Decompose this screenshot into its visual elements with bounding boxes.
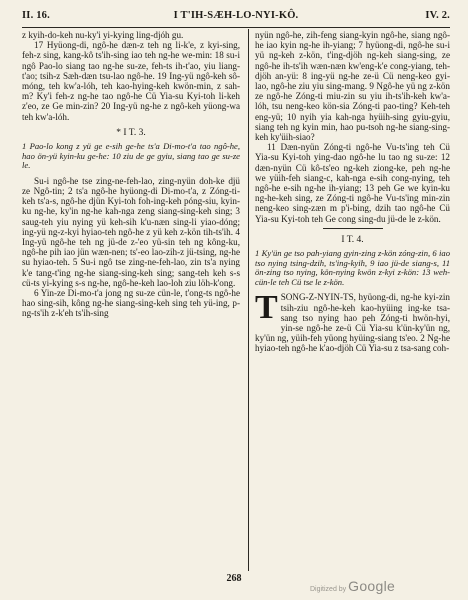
- chapter-heading-text: * I T. 3.: [116, 127, 146, 138]
- paragraph: Su-i ngô-he tse zing-ne-feh-lao, zing-nyün doh-ke djü ze Ngô-tin; 2 ts'a ngô-he hyüong-di Di-mo-t'a, z Zóng-ti-keh ts'a-s, ngô-he djün Kyi-toh foh-ing-keh póng-siu, kyin-ku ng-he, ky'in ng-he kah-nga zeng siang-sing-keh sing; 3 saug-teh yiu nying yü keh-sih k'u-næn sing-li yiao-dóng; ing-yü ng-z-kyi hyiao-teh ngô-he z yü keh z-kön tih-ts'ih. 4 Ing-yü ngô-he teh ng jü-de z-'eo yü-sin teh ng kông-ku, ngô-he pih iao jün wæn-nen; ts'-eo lao-zih-z jü-tsing, ng-he su hyiao-teh. 5 Su-i ngô tse zing-ne-feh-lao, zin ts'a nying k'e tang-t'ing ng-he siang-sing-keh sing; sang-teh keh s-s cü-ts yi-kying s-s ng-he, ngô-he-keh lao-loh ziu löh-k'ong.: [22, 175, 240, 288]
- paragraph: z kyih-do-keh nu-ky'i yi-kying ling-djóh gu.: [22, 30, 184, 40]
- column-divider: [248, 29, 249, 571]
- chapter-heading-text: I T. 4.: [341, 234, 364, 245]
- paragraph: 6 Yin-ze Di-mo-t'a jong ng su-ze cün-le, t'ong-ts ngô-he hao sing-sih, kông ng-he siang-sing-keh sing teh yü-ing, p-ng-ts'ih z-k'eh ts'ih-sing: [22, 288, 240, 319]
- chapter-heading: [22, 128, 240, 138]
- paragraph: nyün ngô-he, zih-feng siang-kyin ngô-he, siang ngô-he iao kyin ng-he ih-yiang; 7 hyüong-di, ngô-he su-i yü ng-keh z-kön, t'ing-djöh ng-keh siang-sing, ze ngô-he ih-ts'ih wæn-næn kw'eng-k'e cong-yiang, teh-djöh an-yü: 8 ing-yü ng-he ze-ü Cü neng-keo gyi-lao, ngô-he ziu yiu sing-mang. 9 Ngô-he yü ng z-kön ze ngô-he Zóng-ti miu-zin su yiu ih-ts'ih-keh kw'a-lóh, tsu neng-keo kön-sia Zóng-ti pao-ting? Keh-teh eng-yü; 10 nyih yia kah-nga hyüih-sing gyiu-gyiu, siang teh ng kyin min, hao pu-tsoh ng-he siang-sing-keh ky'üih-siao?: [255, 30, 450, 143]
- chapter-heading: [255, 235, 450, 245]
- paragraph-text: SONG-Z-NYIN-TS, hyüong-di, ng-he kyi-zin tsih-ziu ngô-he-keh kao-hyüing ing-ke tsa-sang tso nying hao peh Zóng-ti hwön-hyi, yin-se ngô-he ze-ü Cü Yia-su k'ün-ky'ün ng, ky'ün ng, yüih-feh yüong hyüing-siang ts'eo. 2 Ng-he hyiao-teh ngô-he k'ao-djöh Cü Yia-su z tsa-sang coh-: [255, 292, 450, 354]
- chapter-summary: 1 Pao-lo kong z yü ge e-sih ge-he ts'a Di-mo-t'a tao ngô-he, hao ön-yü kyin-ku ge-he: 10 ziu de ge gyiu, siang tao ge su-ze le.: [22, 141, 240, 171]
- section-rule: [323, 228, 383, 229]
- right-column: [255, 30, 450, 354]
- chapter-summary: 1 Ky'ün ge tso pah-yiang gyin-zing z-kön zóng-zin, 6 iao tso nying tsing-dzih, ts'ing-kyih, 9 iao jü-de siang-s, 11 ön-zing tso nying, kön-nying kwön z-kyi z-kön: 13 weh-cün-le teh Cü tse le z-kön.: [255, 248, 450, 287]
- header-rule: [22, 27, 450, 28]
- digitized-watermark: [310, 578, 395, 594]
- watermark-prefix: Digitized by: [310, 586, 347, 593]
- paragraph: 11 Dæn-nyün Zóng-ti ngô-he Vu-ts'ing teh Cü Yia-su Kyi-toh ying-dao ngô-he lu tao ng su-ze: 12 dæn-nyün Cü kô-ts'eo ng-keh ziong-ke, peh ng-he we yüih-feh siang-c, kah-nga e-sih cong-nying, teh ngô-he e-sih ng-he ih-yiang; 13 peh Ge we kyin-ku ng-he-keh sing, ze Zóng-ti ngô-he Vu-ts'ing min-zin neng-keo sing-zæn m p'i-bing, dzih tao ngô-he Cü Yia-su Kyi-toh teh Ge cong sing-du jü-de le z-kön.: [255, 142, 450, 224]
- running-header: [22, 10, 450, 24]
- watermark-brand: Google: [348, 578, 396, 594]
- paragraph: 17 Hyüong-di, ngô-he dæn-z teh ng li-k'e, z kyi-sing, feh-z sing, kang-kô ts'ih-sing iao teh ng-he we-min: 18 su-i ngô Pao-lo siang tao ng-he su-ze, feh-ts ih-t'ao, yiu liang-t'ao; tsih-z Sæh-dæn tsu-lao ngô-he. 19 Ing-yü ngô-keh sô-móng, teh kw'a-lóh, teh kao-hying-keh kwön-min, z sah-m? Ky'i feh-z ng-he tao ngô-he Cü Yia-su Kyi-toh li-keh z'eo, ze Ge min-zin? 20 Ing-yü ng-he z ngô-keh yüong-wa teh kw'a-lóh.: [22, 40, 240, 122]
- header-chapter-ref-right: IV. 2.: [425, 10, 450, 21]
- left-column: [22, 30, 240, 319]
- paragraph: [255, 289, 450, 354]
- page-number: 268: [226, 573, 242, 584]
- header-chapter-ref-left: II. 16.: [22, 10, 50, 21]
- header-book-title: I T'IH-SÆH-LO-NYI-KÔ.: [173, 10, 299, 21]
- drop-cap: T: [255, 289, 278, 327]
